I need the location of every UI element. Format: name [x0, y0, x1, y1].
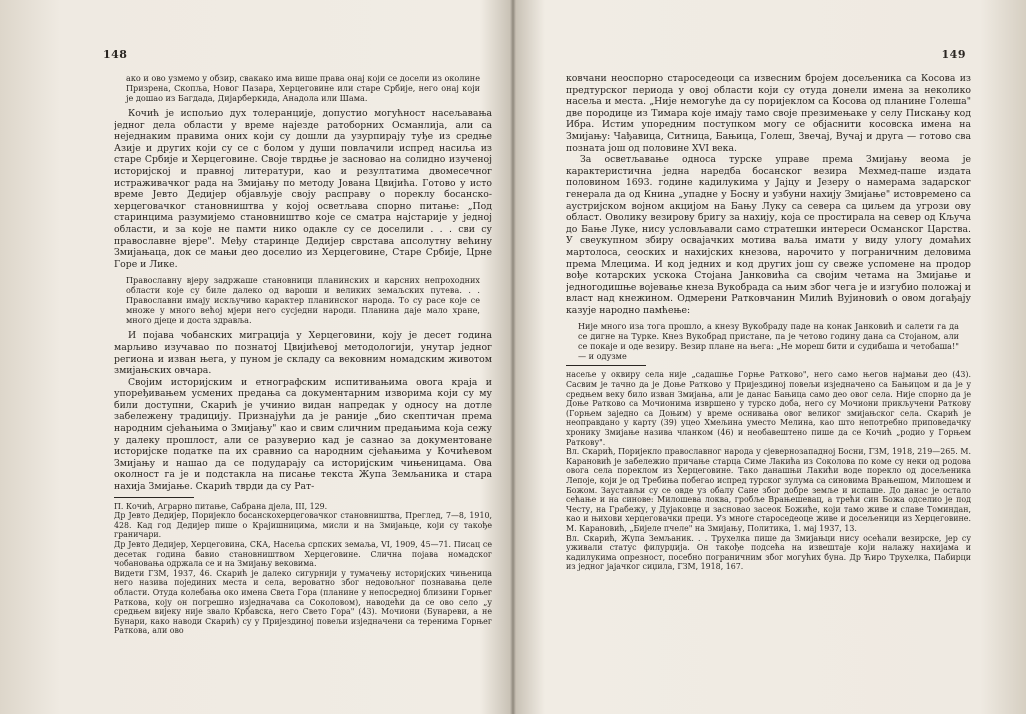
footnote-rule: [566, 365, 646, 366]
page-number: 149: [941, 48, 966, 61]
left-page-text: [114, 73, 492, 693]
lead-quote: ако и ово узмемо у обзир, свакако има више права онај који се досели из околине Призрена, Скопља, Новог Пазара, Херцеговине или старе Србије, него онај који је дошао из Багдада, Дијарберкида, Анадола или Шама.: [126, 73, 480, 103]
footnote: П. Кочић, Аграрно питање, Сабрана дјела, III, 129.: [114, 501, 328, 511]
paragraph: За осветљавање односа турске управе према Змијању веома је карактеристична једна наредба босанског везира Мехмед-паше издата половином 1693. године кадилукима у Јајцу и Језеру о намерама задарског генерала да од Книна „упадне у Босну и узбуни нахију Змијање" истовремено са аустријском војном акцијом на Бању Луку са севера са циљем да угрози ову област. Оволику везирову бригу за нахију, која се простирала на север од Кључа до Бање Луке, нису условљавали само стратешки интереси Османског Царства. У свеукупном збиру освајачких мотива ваља имати у виду улогу домаћих мартолоса, сеоских и нахијских кнезова, нарочито у пограничним деловима према Млецима. И код једних и код других још су свеже успомене на продор вође котарских ускока Стојана Јанковића са својим четама на Змијање и једногодишње војевање кнеза Вукобрада са њим због чега је и изгубио положај и власт над кнежином. Одмерени Ратковчанин Милић Вујиновић о овом догађају казује народно памћење:: [566, 154, 971, 316]
footnote: Др Јевто Дедијер, Херцеговина, СКА, Насеља српских земаља, VI, 1909, 45—71. Писац се десетак година бавио становништвом Херцеговине. Слична појава номадског чобановања одржала се и на Змијању вековима.: [114, 540, 492, 569]
footnote: Вл. Скарић, Жупа Земљаник. . . Трухелка пише да Змијањци нису осећали везирске, јер су уживали статус филурџија. Он такође подсећа на извештаје који налажу нахијама и кадилукима опрезност, посебно пограничним због могућих буна. Др Ћиро Трухелка, Пабирци из једног јајачког сиџила, ГЗМ, 1918, 167.: [566, 533, 971, 572]
paragraph: Кочић је испољио дух толеранције, допустио могућност насељавања једног дела области у време најезде ратоборних Османлија, али са неједнаким правима оних који су дошли да узурпирају туђе из средње Азије и других који су се с болом у души повлачили испред насиља из старе Србије и Херцеговине. Своје тврдње је засновао на солидно изученој историјској и правној литератури, као и резултатима двомесечног истраживачког рада на Змијању по методу Јована Цвијића. Готово у исто време Јевто Дедијер објављује своју расправу о пореклу босанско-херцеговачког становништва у којој осветљава спорно питање: „Под старинцима разумијемо становништво које се сматра најстарије у једној области, и за које не памти нико одакле су се доселили . . . сви су православне вјере". Међу старинце Дедијер сврстава апсолутну већину Змијањаца, док се мањи део доселио из Херцеговине, Старе Србије, Црне Горе и Лике.: [114, 108, 492, 270]
footnote-rule: [114, 497, 194, 498]
footnote: Др Јевто Дедијер, Поријекло босанскохерцеговачког становништва, Преглед, 7—8, 1910, 428. Кад год Дедијер пише о Крајишницима, мисли и на Змијањце, који су такође граничари.: [114, 511, 492, 540]
right-page-text: [566, 73, 971, 693]
paragraph: Својим историјским и етнографским испитивањима овога краја и упоређивањем усмених предања са документарним изворима који су му били доступни, Скарић је учинио видан напредак у односу на дотле забележену традицију. Признајући да је раније „био скептичан према народним сјећањима о Змијању" као и свим сличним предањима која сежу у далеку прошлост, али се разуверио кад је сазнао за документоване историјске податке па их сравнио са народним сјећањима у Кочићевом Змијању и нашао да се подударају са историјским чињеницама. Ова околност га је и подстакла на писање текста Жупа Земљаника и стара нахија Змијање. Скарић тврди да су Рат-: [114, 376, 492, 493]
footnote: насеље у оквиру села није „садашње Горње Ратково", него само његов најмањи део (43). Сасвим је тачно да је Доње Ратково у Пријездиној повељи изједначено са Бањицом и да је у средњем веку било изван Змијања, али је данас Бањица само део овог села. Није спорно да је Доње Ратково са Мочионима извршено у турско доба, него су Мочиони прикључени Раткову (Горњем заједно са Доњим) у време оснивања овог великог змијањског села. Скарић је неоправдано у карту (39) уцео Хмељина уместо Мелина, као што непотребно приповедачку хронику Змијање назива чланком (46) и необавештено пише да се Кочић „родио у Горњем Раткову".: [566, 370, 971, 447]
block-quote: Није много иза тога прошло, а кнезу Вукобраду паде на конак Јанковић и салети га да се дигне на Турке. Кнез Вукобрад пристане, па је четово годину дана са Стојаном, али се покаје и оде везиру. Везир плане на њега: „Не мореш бити и судибаша и четобаша!" — и одузме: [578, 321, 959, 362]
paragraph: ковчани неоспорно староседеоци са извесним бројем досељеника са Косова из предтурског периода у овој области који су отуда донели имена за неколико насеља и места. „Није немогуће да су поријеклом са Косова од планине Голеша" две породице из Тимара које имају тамо своје презимењаке у селу Пискању код Ибра. Истим упоредним поступком могу се објаснити косовска имена на Змијању: Чађавица, Ситница, Бањица, Голеш, Звечај, Вучај и друга — готово сва позната још од половине XVI века.: [566, 73, 971, 154]
footnote: Видети ГЗМ, 1937, 46. Скарић је далеко сигурнији у тумачењу историјских чињеница него назива појединих места и села, вероватно због недовољног познавања целе области. Отуда колебања око имена Света Гора (планине у непосредној близини Горњег Раткова, коју он погрешно изједначава са Соколовом), наводећи да се ово село „у средњем вијеку није звало Крбавска, него Свето Гора" (43). Мочиони (Бунареви, а не Бунари, како наводи Скарић) су у Пријездиној повељи изједначени са теренима Горњег Раткова, али ово: [114, 568, 492, 636]
footnote: Вл. Скарић, Поријекло православног народа у сјевернозападној Босни, ГЗМ, 1918, 219—265. М. Карановић је забележио причање старца Симе Лакића из Соколова по коме су неки од родова овога села пореклом из Херцеговине. Тако данашњи Лакићи воде порекло од досељеника Лепоје, који је од Требиња побегао испред турског зулума са синовима Врањешом, Милошем и Божом. Заустављи су се овде уз обалу Сане због добре земље и испаше. До данас је остало сећање и на синове: Милошева локва, гробље Врањешевац, а трећи син Божа одселио је под Честу, на Грабежу, у Дујаковце и засновао засеок Божиће, који тамо живе и славе Томиндан, као и њихови херцеговачки преци. Уз многе староседеоце живе и досељеници из Херцеговине. М. Карановић, „Бијеле пчеле" на Змијању, Политика, 1. мај 1937, 13.: [566, 447, 971, 533]
page-number: 148: [103, 48, 128, 61]
right-page: [513, 0, 1026, 714]
paragraph: И појава чобанских миграција у Херцеговини, коју је десет година марљиво изучавао по познатој Цвијићевој методологији, унутар једног региона и изван њега, у пуном је складу са вековним номадским животом змијањских овчара.: [114, 330, 492, 377]
block-quote: Православну вјеру задржаше становници планинских и карсних непроходних области које су биле далеко од вароши и великих земаљских путева. . . Православни имају искључиво карактер планинског народа. То су расе које се множе у много већој мјери него сусједни народи. Планина даје мало хране, много дјеце и доста здравља.: [126, 275, 480, 326]
